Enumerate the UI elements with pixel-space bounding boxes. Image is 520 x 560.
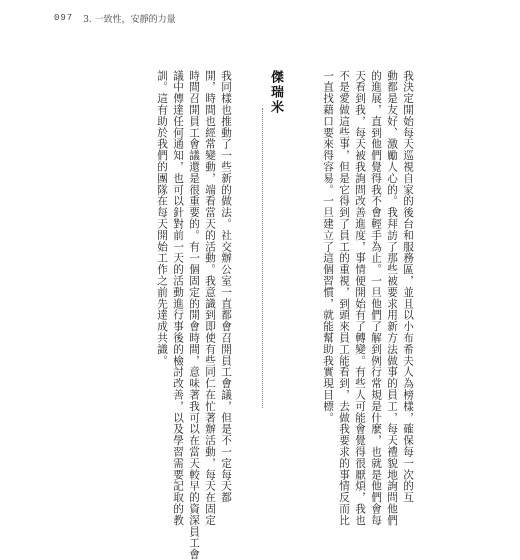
page-number: 097 <box>54 13 74 23</box>
text-column: 我決定開始每天巡視自家的後台和服務區，並且以小布希夫人為榜樣，確保每一次的互 <box>402 70 414 504</box>
text-column: 時間召開員工會議還是很重要的。有一個固定的開會時間，意味著我可以在當天較早的資深員工會 <box>188 70 200 560</box>
text-column: 議中傳達任何通知，也可以針對前一天的活動進行事後的檢討改善，以及學習需要記取的教 <box>172 70 184 526</box>
text-column: 不是愛做這些事，但是它得到了員工的重視，到頭來員工能看到，去做我要求的事情反而比 <box>338 70 350 526</box>
text-column: 天看到我，每天被我詢問改善進度，事情便開始有了轉變。有些人可能會覺得很厭煩，我也 <box>354 70 366 526</box>
section-heading: 傑瑞米 <box>268 70 283 115</box>
text-column: 我同樣也推動了一些新的做法。社交辦公室一直都會召開員工會議，但是不一定每天都 <box>220 70 232 504</box>
dotted-divider <box>262 108 263 408</box>
running-header <box>54 9 176 27</box>
text-column: 開，時間也經常變動，端看當天的活動。我意識到即使有些同仁在忙著辦活動，每天在固定 <box>204 70 216 526</box>
text-column: 訓。這有助於我們的團隊在每天開始工作之前先達成共識。 <box>156 70 168 367</box>
text-column: 動都是友好、激勵人心的。我拜訪了那些被要求用新方法做事的員工，每天禮貌地詢問他們 <box>386 70 398 526</box>
text-column: 的進展，直到他們覺得我不會輕手為止。一旦他們了解到例行常規是什麼，也就是他們會每 <box>370 70 382 526</box>
chapter-title: 3. 一致性，安靜的力量 <box>83 14 176 25</box>
text-column: 一直找藉口要來得容易。一旦建立了這個習慣，就能幫助我實現目標。 <box>322 70 334 424</box>
